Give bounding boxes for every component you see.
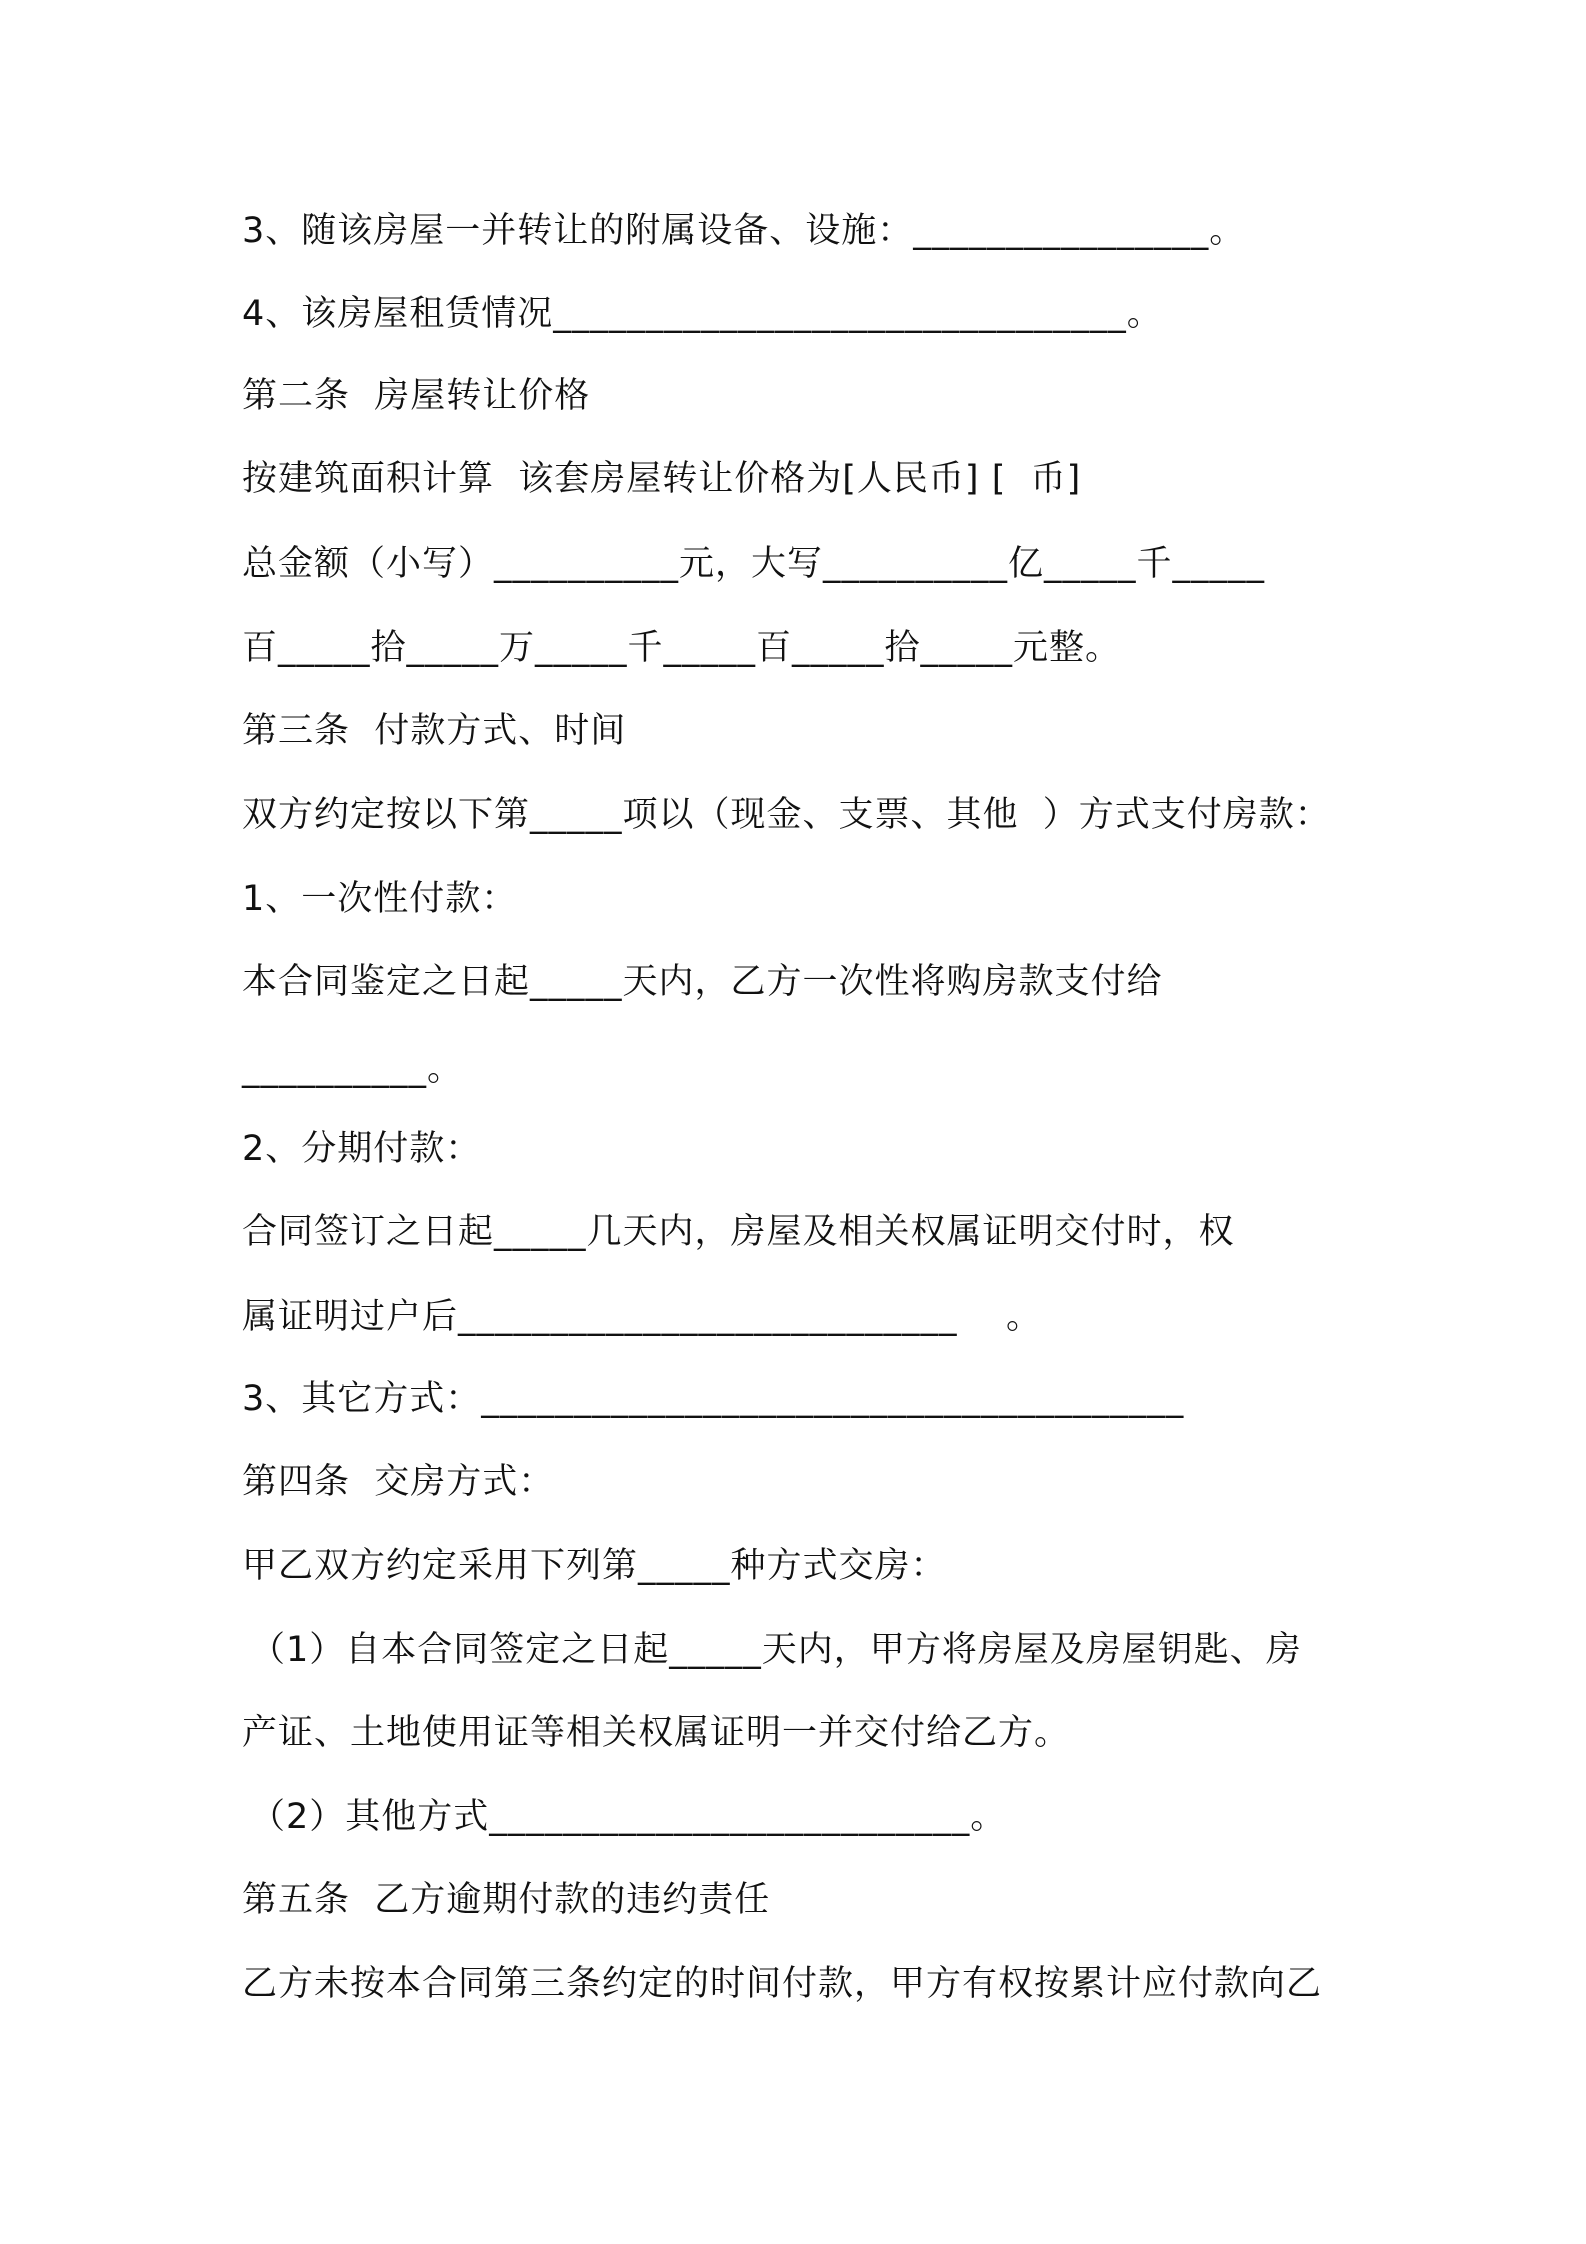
article-2-heading: 第二条 房屋转让价格 [242, 376, 591, 416]
article-2-total-amount: 总金额（小写）__________元，大写__________亿_____千_____ [242, 544, 1266, 584]
article-5-text: 乙方未按本合同第三条约定的时间付款，甲方有权按累计应付款向乙 [242, 1964, 1323, 2004]
article-2-amount-in-words: 百_____拾_____万_____千_____百_____拾_____元整。 [242, 628, 1122, 668]
delivery-option-1-text: （1）自本合同签定之日起_____天内，甲方将房屋及房屋钥匙、房 [250, 1630, 1302, 1670]
payment-option-1-recipient: __________。 [242, 1049, 464, 1089]
article-4-delivery-agreement: 甲乙双方约定采用下列第_____种方式交房： [242, 1546, 947, 1586]
payment-option-1-heading: 1、一次性付款： [242, 879, 518, 919]
payment-option-1-text: 本合同鉴定之日起_____天内，乙方一次性将购房款支付给 [242, 962, 1163, 1002]
clause-item-3-attached-facilities: 3、随该房屋一并转让的附属设备、设施：________________。 [242, 211, 1246, 251]
article-5-heading: 第五条 乙方逾期付款的违约责任 [242, 1880, 771, 1920]
article-4-heading: 第四条 交房方式： [242, 1462, 555, 1502]
payment-option-2-transfer: 属证明过户后___________________________ 。 [242, 1297, 1043, 1337]
delivery-option-1-continued: 产证、土地使用证等相关权属证明一并交付给乙方。 [242, 1713, 1071, 1753]
article-3-heading: 第三条 付款方式、时间 [242, 711, 627, 751]
payment-option-2-heading: 2、分期付款： [242, 1129, 482, 1169]
clause-item-4-lease-status: 4、该房屋租赁情况_______________________________。 [242, 294, 1163, 334]
payment-option-3-other: 3、其它方式：______________________________________ [242, 1379, 1185, 1419]
delivery-option-2-other: （2）其他方式__________________________。 [250, 1797, 1007, 1837]
article-2-price-basis: 按建筑面积计算 该套房屋转让价格为[人民币] [ 币] [242, 459, 1082, 499]
article-3-payment-agreement: 双方约定按以下第_____项以（现金、支票、其他 ）方式支付房款： [242, 795, 1331, 835]
payment-option-2-text: 合同签订之日起_____几天内，房屋及相关权属证明交付时，权 [242, 1212, 1235, 1252]
